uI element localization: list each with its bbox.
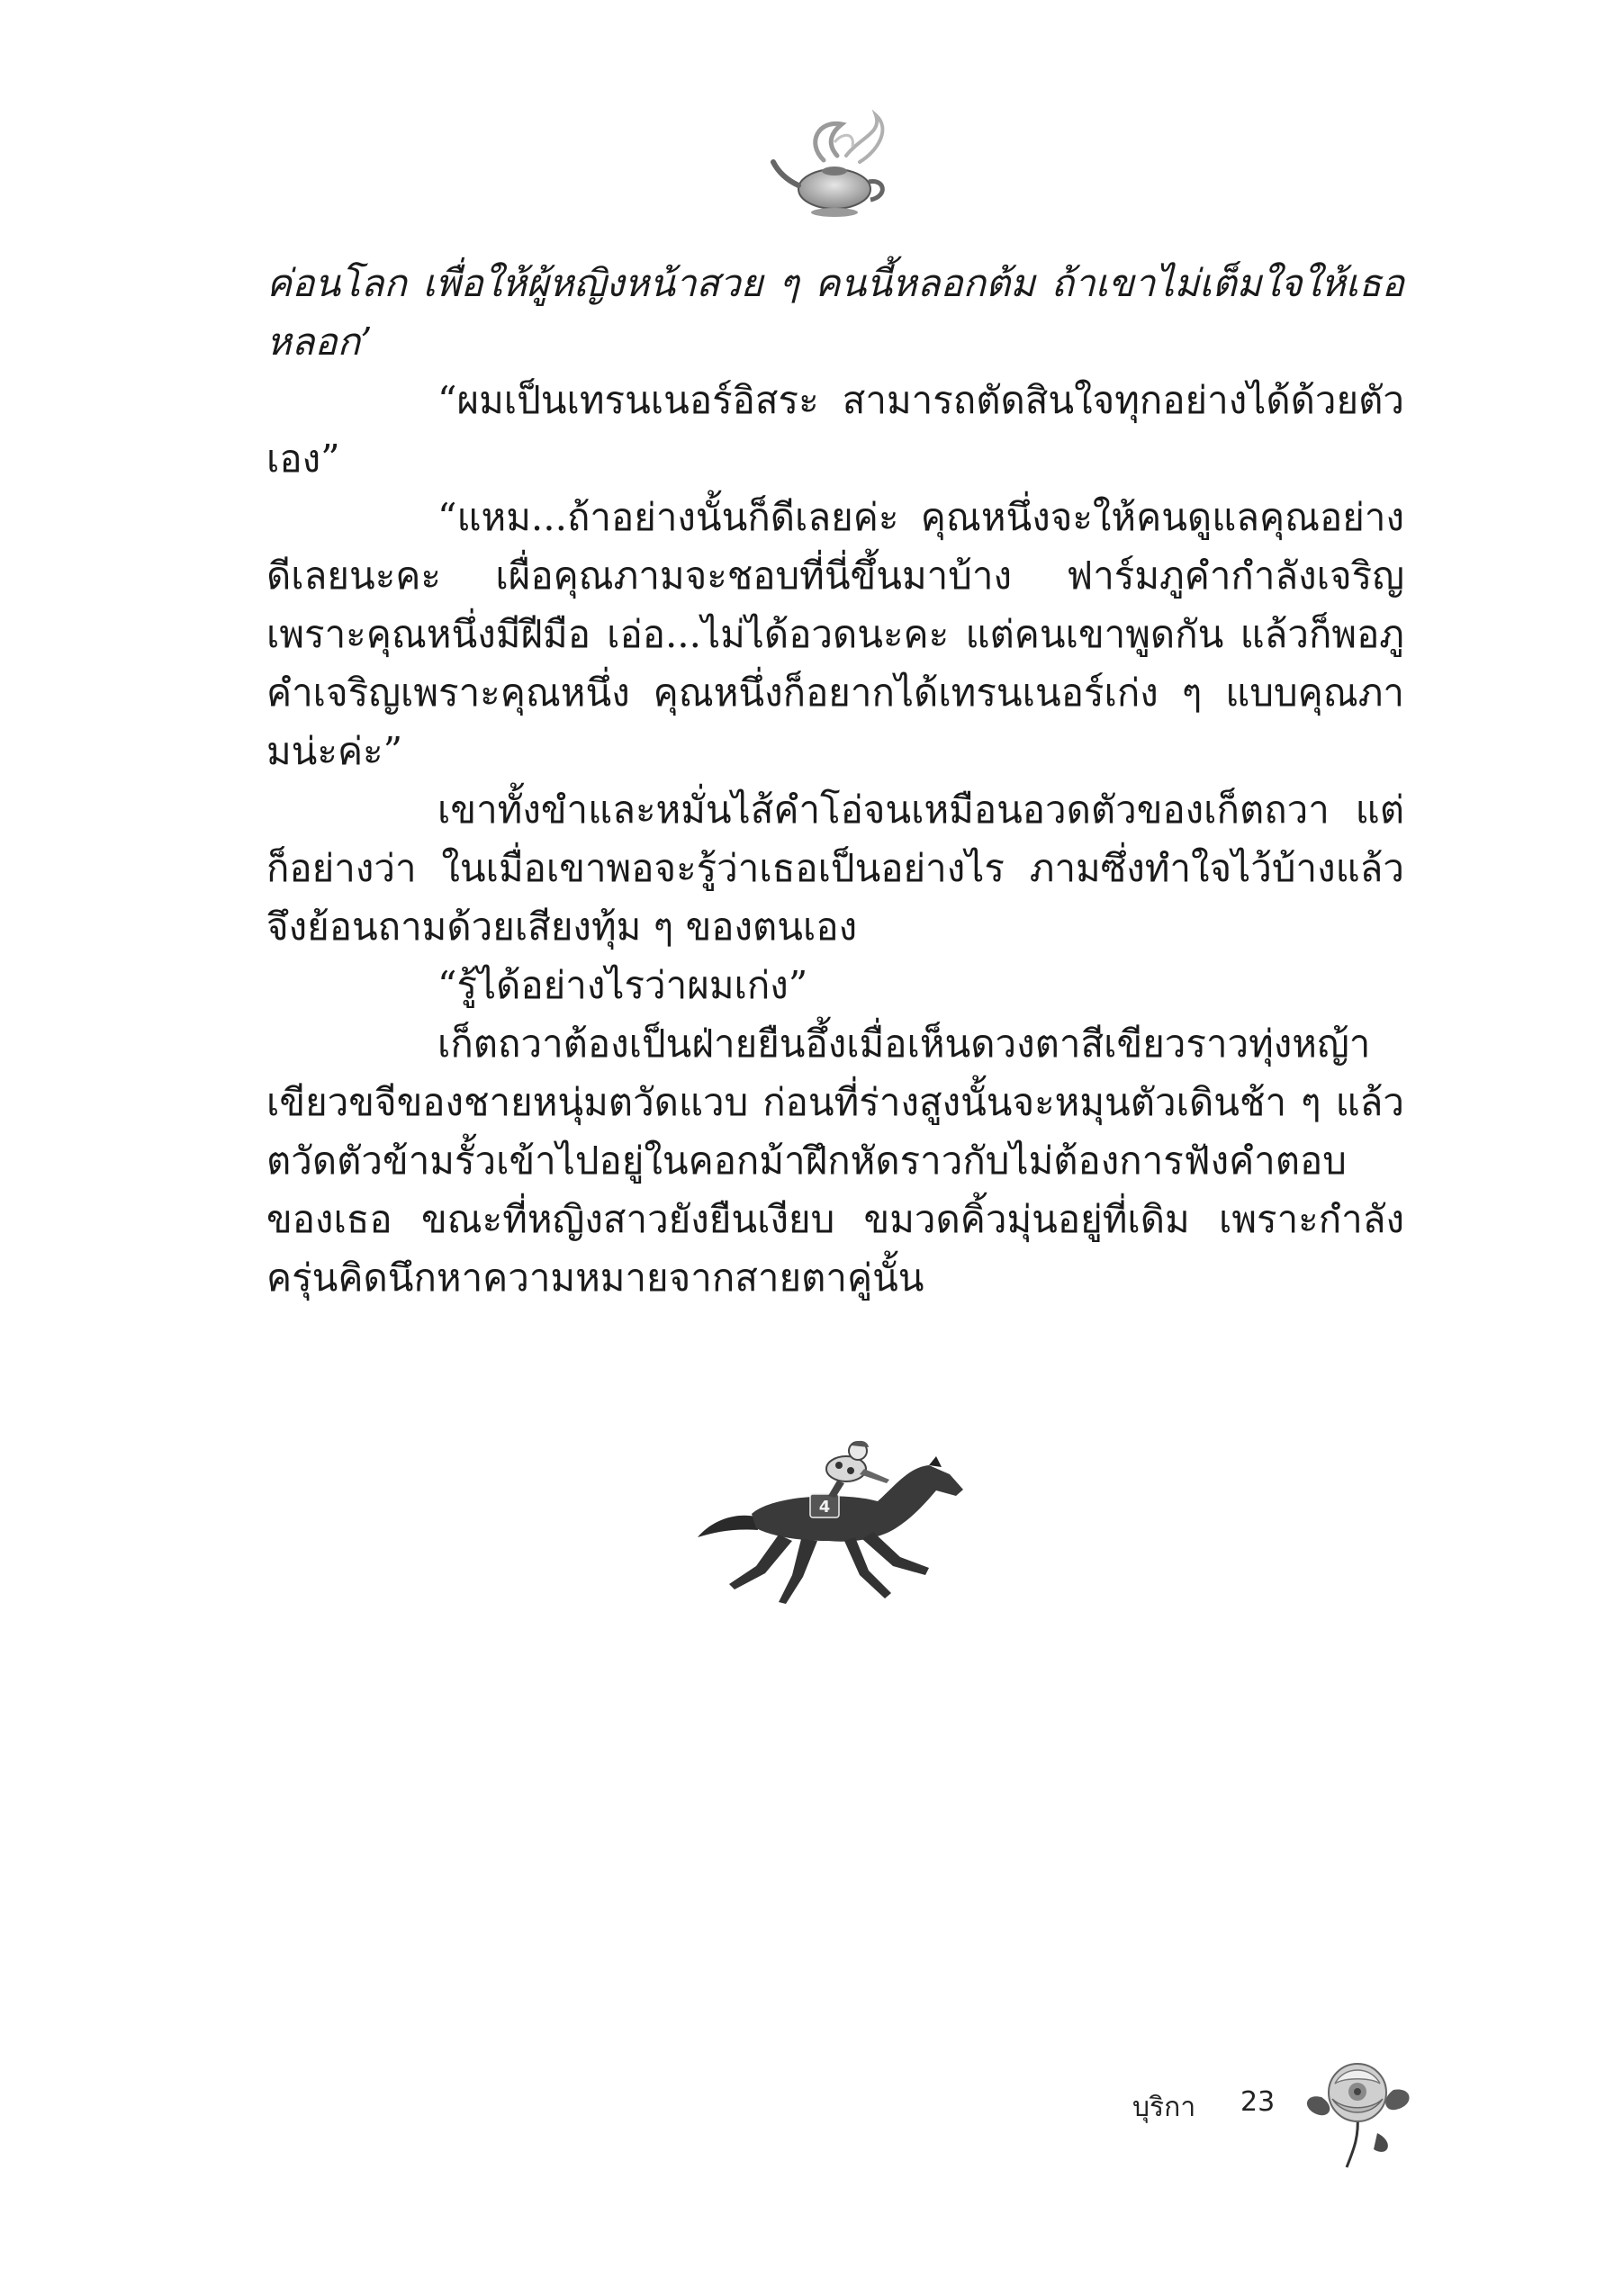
paragraph: เก็ตถวาต้องเป็นฝ่ายยืนอึ้งเมื่อเห็นดวงตาสีเขียวราวทุ่งหญ้าเขียวขจีของชายหนุ่มตวัดแวบ ก่อนที่ร่างสูงนั้นจะหมุนตัวเดินช้า ๆ แล้วตวัดตัวข้ามรั้วเข้าไปอยู่ในคอกม้าฝึกหัดราวกับไม่ต้องการฟังคำตอบของเธอ ขณะที่หญิงสาวยังยืนเงียบ ขมวดคิ้วมุ่นอยู่ที่เดิม เพราะกำลังครุ่นคิดนึกหาความหมายจากสายตาคู่นั้น — [266, 1022, 1404, 1300]
racehorse-jockey-icon — [693, 1431, 972, 1611]
body-text — [266, 254, 1404, 1307]
paragraph: ค่อนโลก เพื่อให้ผู้หญิงหน้าสวย ๆ คนนี้หลอกต้ม ถ้าเขาไม่เต็มใจให้เธอหลอก’ — [266, 261, 1404, 364]
paragraph: “แหม...ถ้าอย่างนั้นก็ดีเลยค่ะ คุณหนึ่งจะให้คนดูแลคุณอย่างดีเลยนะคะ เผื่อคุณภามจะชอบที่นี่ขึ้นมาบ้าง ฟาร์มภูคำกำลังเจริญเพราะคุณหนึ่งมีฝีมือ เอ่อ...ไม่ได้อวดนะคะ แต่คนเขาพูดกัน แล้วก็พอภูคำเจริญเพราะคุณหนึ่ง คุณหนึ่งก็อยากได้เทรนเนอร์เก่ง ๆ แบบคุณภามน่ะค่ะ” — [266, 495, 1404, 773]
paragraph: เขาทั้งขำและหมั่นไส้คำโอ่จนเหมือนอวดตัวของเก็ตถวา แต่ก็อย่างว่า ในเมื่อเขาพอจะรู้ว่าเธอเป็นอย่างไร ภามซึ่งทำใจไว้บ้างแล้ว จึงย้อนถามด้วยเสียงทุ้ม ๆ ของตนเอง — [266, 788, 1404, 949]
teapot-ornament-icon — [770, 106, 900, 223]
paragraph: “รู้ได้อย่างไรว่าผมเก่ง” — [437, 963, 808, 1007]
paragraph: “ผมเป็นเทรนเนอร์อิสระ สามารถตัดสินใจทุกอย่างได้ด้วยตัวเอง” — [266, 378, 1404, 481]
page-number: 23 — [1240, 2086, 1276, 2118]
flower-ornament-icon — [1294, 2043, 1420, 2169]
saddle-number: 4 — [818, 1498, 831, 1517]
book-title: บุริกา — [1132, 2092, 1196, 2123]
